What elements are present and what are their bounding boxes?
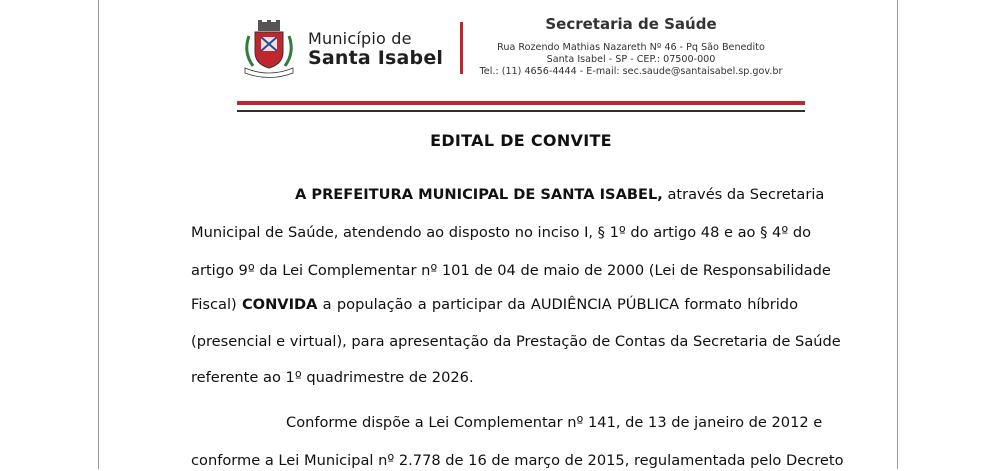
document-page	[98, 0, 898, 469]
bold-prefeitura: A PREFEITURA MUNICIPAL DE SANTA ISABEL,	[295, 186, 663, 203]
bold-convida: CONVIDA	[241, 296, 318, 313]
header-rule-red	[237, 101, 805, 105]
contact-line: Tel.: (11) 4656-4444 - E-mail: sec.saude@santaisabel.sp.gov.br	[479, 66, 783, 77]
secretaria-title: Secretaria de Saúde	[545, 15, 717, 33]
paragraph-1-line-6: referente ao 1º quadrimestre de 2026.	[191, 369, 474, 386]
header-rule-dark	[237, 110, 805, 112]
address-line-1: Rua Rozendo Mathias Nazareth Nº 46 - Pq São Benedito	[497, 42, 765, 53]
address-line-2: Santa Isabel - SP - CEP.: 07500-000	[546, 54, 716, 65]
municipal-coat-of-arms-icon	[241, 20, 297, 80]
header-divider	[460, 22, 463, 74]
paragraph-1-line-5: (presencial e virtual), para apresentação da Prestação de Contas da Secretaria de Saúde	[191, 333, 841, 350]
document-title: EDITAL DE CONVITE	[430, 131, 612, 150]
logo-line-santa-isabel: Santa Isabel	[308, 47, 444, 69]
municipality-logo-text	[308, 30, 443, 69]
logo-line-municipio: Município de	[308, 29, 412, 48]
paragraph-1-line-1: A PREFEITURA MUNICIPAL DE SANTA ISABEL, através da Secretaria	[295, 186, 825, 203]
paragraph-1-line-4: Fiscal) CONVIDA a população a participar da AUDIÊNCIA PÚBLICA formato híbrido	[191, 296, 799, 313]
paragraph-1-line-2: Municipal de Saúde, atendendo ao disposto no inciso I, § 1º do artigo 48 e ao § 4º do	[191, 224, 812, 241]
paragraph-2-line-2: conforme a Lei Municipal nº 2.778 de 16 de março de 2015, regulamentada pelo Decreto	[191, 452, 844, 469]
paragraph-1-line-3: artigo 9º da Lei Complementar nº 101 de 04 de maio de 2000 (Lei de Responsabilidade	[191, 262, 831, 279]
paragraph-2-line-1: Conforme dispõe a Lei Complementar nº 141, de 13 de janeiro de 2012 e	[286, 414, 823, 431]
